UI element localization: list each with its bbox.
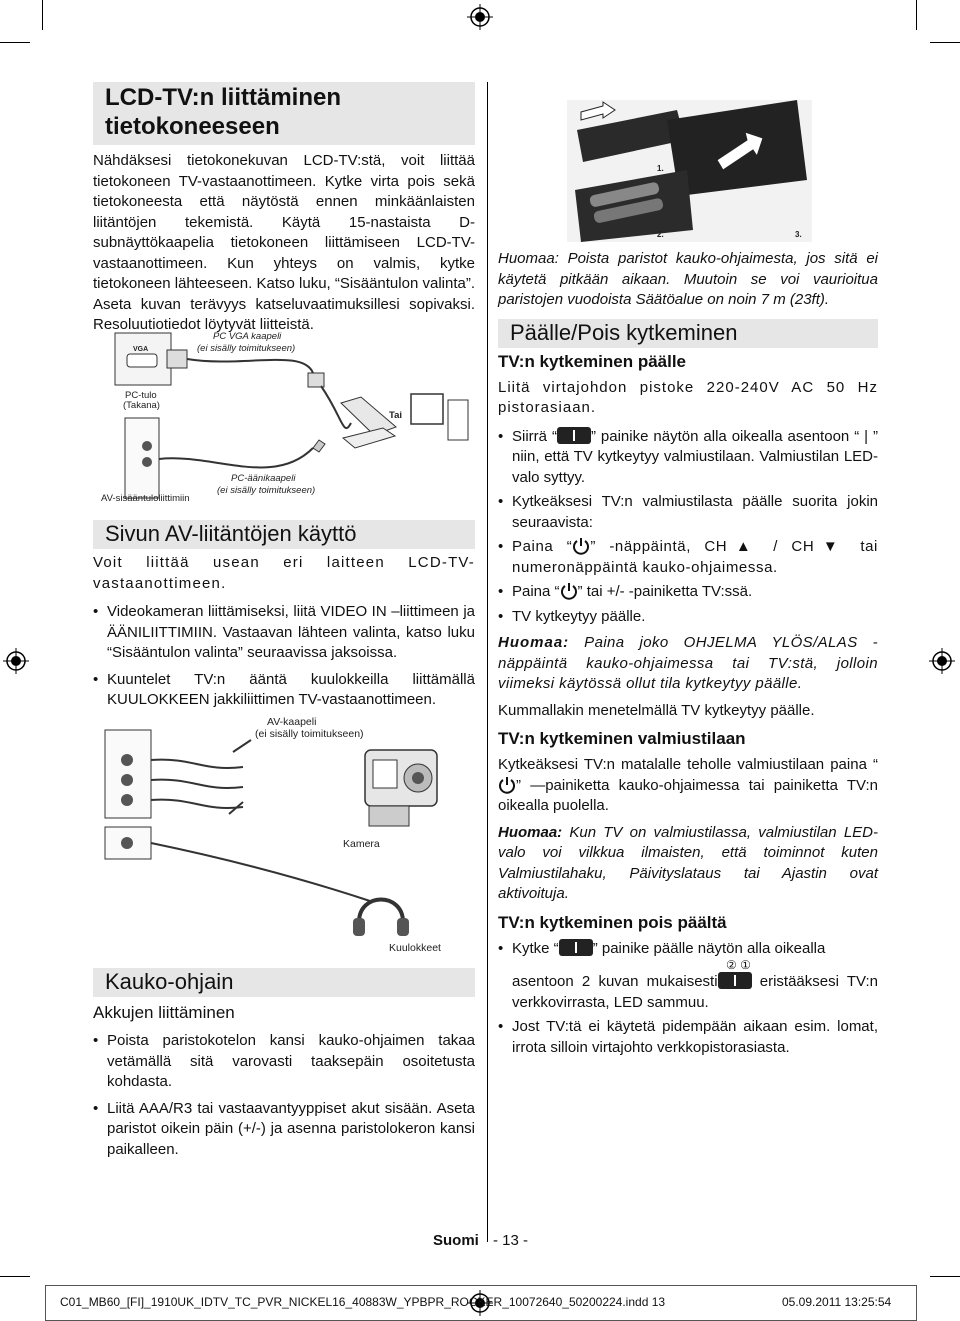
program-note-text: Paina joko OHJELMA YLÖS/ALAS -näppäintä kauko-ohjaimessa tai TV:stä, jolloin viimeksi käytössä ollut tila kytkeytyy päälle. [498,634,878,692]
footer-language: Suomi [433,1232,479,1249]
vga-cable-label: PC VGA kaapeli [213,331,282,342]
photo-step-1: 1. [657,164,664,173]
power-on-item-remote-b: ” -näppäintä, CH▲ / CH▼ tai numeronäppäintä kauko-ohjaimessa. [512,538,878,576]
standby-note-text: Kun TV on valmiustilassa, valmiustilan LED-valo voi vilkkua ilmaisten, että toiminnot kuten Valmiustilahaku, Päivityslataus tai Ajastin ovat aktivoituja. [498,823,878,902]
power-switch-icon [557,427,591,444]
power-on-item-remote-a: Paina “ [512,538,573,555]
battery-item-remove-cover: • Poista paristokotelon kansi kauko-ohjaimen takaa vetämällä sitä varovasti taaksepäin osoitetusta kohdasta. [93,1031,475,1093]
standby-paragraph-b: ” —painiketta kauko-ohjaimessa tai painiketta TV:n oikealla puolella. [498,776,878,814]
slug-date: 05.09.2011 13:25:54 [782,1295,892,1309]
av-item-headphones: • Kuuntelet TV:n ääntä kuulokkeilla liittämällä KUULOKKEEN jakkiliittimen TV-vastaanottimeen. [93,670,475,711]
page-footer [433,1232,528,1249]
pc-heading: LCD-TV:n liittäminen tietokoneeseen [93,82,475,145]
crop-mark [930,42,960,43]
av-paragraph: Voit liittää usean eri laitteen LCD-TV-vastaanottimeen. [93,554,475,592]
power-on-item-tv-b: ” tai +/- -painiketta TV:ssä. [577,583,753,600]
av-input-label: AV-sisääntuloliittimiin [101,493,190,504]
program-note [498,633,878,695]
camera-label: Kamera [343,838,380,850]
power-off-heading: TV:n kytkeminen pois päältä [498,912,727,932]
power-on-item-remote [498,537,878,578]
power-off-item-switch-c: asentoon 2 kuvan mukaisesti [512,973,718,990]
remote-battery-drawing [567,100,812,242]
standby-note [498,823,878,905]
pc-input-note: (Takana) [123,400,160,411]
standby-paragraph [498,755,878,817]
audio-cable-label: PC-äänikaapeli [231,473,296,484]
battery-item-insert: • Liitä AAA/R3 tai vastaavantyyppiset akut sisään. Aseta paristot oikein päin (+/-) ja asenna paristolokeron kansi paikalleen. [93,1099,475,1161]
power-on-item-tv [498,582,878,603]
column-divider [487,82,488,1242]
battery-note: Huomaa: Poista paristot kauko-ohjaimesta, jos sitä ei käytetä pitkään aikaan. Muutoin se voi vaurioitua paristojen vuodoista Säätöalue on noin 7 m (23ft). [498,250,878,308]
both-methods-paragraph: Kummallakin menetelmällä TV kytkeytyy päälle. [498,701,815,719]
power-heading: Päälle/Pois kytkeminen [498,319,878,348]
power-off-item-switch-a: Kytke “ [512,939,559,957]
battery-heading: Akkujen liittäminen [93,1003,235,1022]
power-off-item-unplug: • Jost TV:tä ei käytetä pidempään aikaan esim. lomat, irrota silloin virtajohto verkkopistorasiasta. [498,1017,878,1058]
crop-mark [0,1276,30,1277]
photo-step-2: 2. [657,230,664,239]
power-icon [498,776,516,794]
power-on-item-standby: • Kytkeäksesi TV:n valmiustilasta päälle suorita jokin seuraavista: [498,492,878,533]
pc-input-label: PC-tulo [125,390,157,401]
power-off-item-switch-b: ” painike päälle näytön alla oikealla [592,939,826,957]
av-section [93,520,475,711]
power-off-item-switch [498,939,878,1014]
vga-port-label: VGA [133,346,149,353]
crop-mark [916,0,917,30]
standby-heading: TV:n kytkeminen valmiustilaan [498,729,746,748]
audio-cable-note: (ei sisälly toimitukseen) [217,485,316,496]
registration-mark-icon [929,648,955,674]
standby-paragraph-a: Kytkeäksesi TV:n matalalle teholle valmiustilaan paina “ [498,756,878,773]
slug-filename: C01_MB60_[FI]_1910UK_IDTV_TC_PVR_NICKEL16_40883W_YPBPR_ROCKER_10072640_50200224.indd 13 [60,1295,666,1309]
registration-mark-icon [467,4,493,30]
standby-note-label: Huomaa: [498,823,563,841]
power-icon [560,582,578,600]
photo-step-3: 3. [795,230,802,239]
power-off-item-switch-d: eristääksesi TV:n verkkovirrasta, LED sammuu. [512,973,878,1011]
headphones-label: Kuulokkeet [389,942,441,954]
av-connection-drawing [93,712,475,962]
av-cable-note: (ei sisälly toimitukseen) [255,728,364,740]
power-on-paragraph: Liitä virtajohdon pistoke 220-240V AC 50 Hz pistorasiaan. [498,378,878,416]
power-switch-icon [559,939,593,956]
or-label: Tai [389,410,403,421]
crop-mark [930,1276,960,1277]
program-note-label: Huomaa: [498,634,570,651]
remote-section [93,968,475,1160]
power-on-item-switch [498,427,878,489]
crop-mark [42,0,43,30]
power-on-item-tv-a: Paina “ [512,583,560,600]
vga-cable-note: (ei sisälly toimitukseen) [197,343,296,354]
remote-heading: Kauko-ohjain [93,968,475,997]
power-on-item-switch-a: Siirrä “ [512,427,557,445]
pc-connection-diagram [93,328,475,513]
av-heading: Sivun AV-liitäntöjen käyttö [93,520,475,549]
power-icon [572,537,590,555]
right-column [498,249,878,1058]
crop-mark [0,42,30,43]
pc-paragraph: Nähdäksesi tietokonekuvan LCD-TV:stä, voit liittää tietokoneen TV-vastaanottimeen. Kytke virta pois sekä tietokoneesta että näytöstä ennen minkäänlaisten liitäntöjen tekemistä. Käytä 15-nastaista D-subnäyttökaapelia tietokoneen liittämiseen LCD-TV-vastaanottimeen. Kun yhteys on valmis, kytke tietokoneen lähteeseen. Katso luku, “Sisääntulon valinta”. Aseta kuvan terävyys katseluvaatimuksillesi sopivaksi. Resoluutiotiedot löytyvät liitteistä. [93,152,475,333]
av-connection-diagram [93,712,475,962]
power-on-item-switch-b: ” painike näytön alla oikealla asentoon “ | ” niin, että TV kytkeytyy valmiustilaan. Valmiustilan LED-valo syttyy. [512,427,879,486]
av-item-camcorder: • Videokameran liittämiseksi, liitä VIDEO IN –liittimeen ja ÄÄNILIITTIMIIN. Vastaavan lähteen valinta, katso luku “Sisääntulon valinta” seuraavissa jaksoissa. [93,602,475,664]
power-on-item-result: • TV kytkeytyy päälle. [498,607,878,628]
power-switch-icon [718,972,752,989]
remote-battery-photo [567,100,812,242]
power-on-heading: TV:n kytkeminen päälle [498,351,687,371]
registration-mark-icon [3,648,29,674]
av-cable-label: AV-kaapeli [267,716,317,728]
footer-page-number: - 13 - [493,1232,529,1249]
left-column [93,82,475,336]
power-off-position-marks: ② ① [726,958,751,972]
